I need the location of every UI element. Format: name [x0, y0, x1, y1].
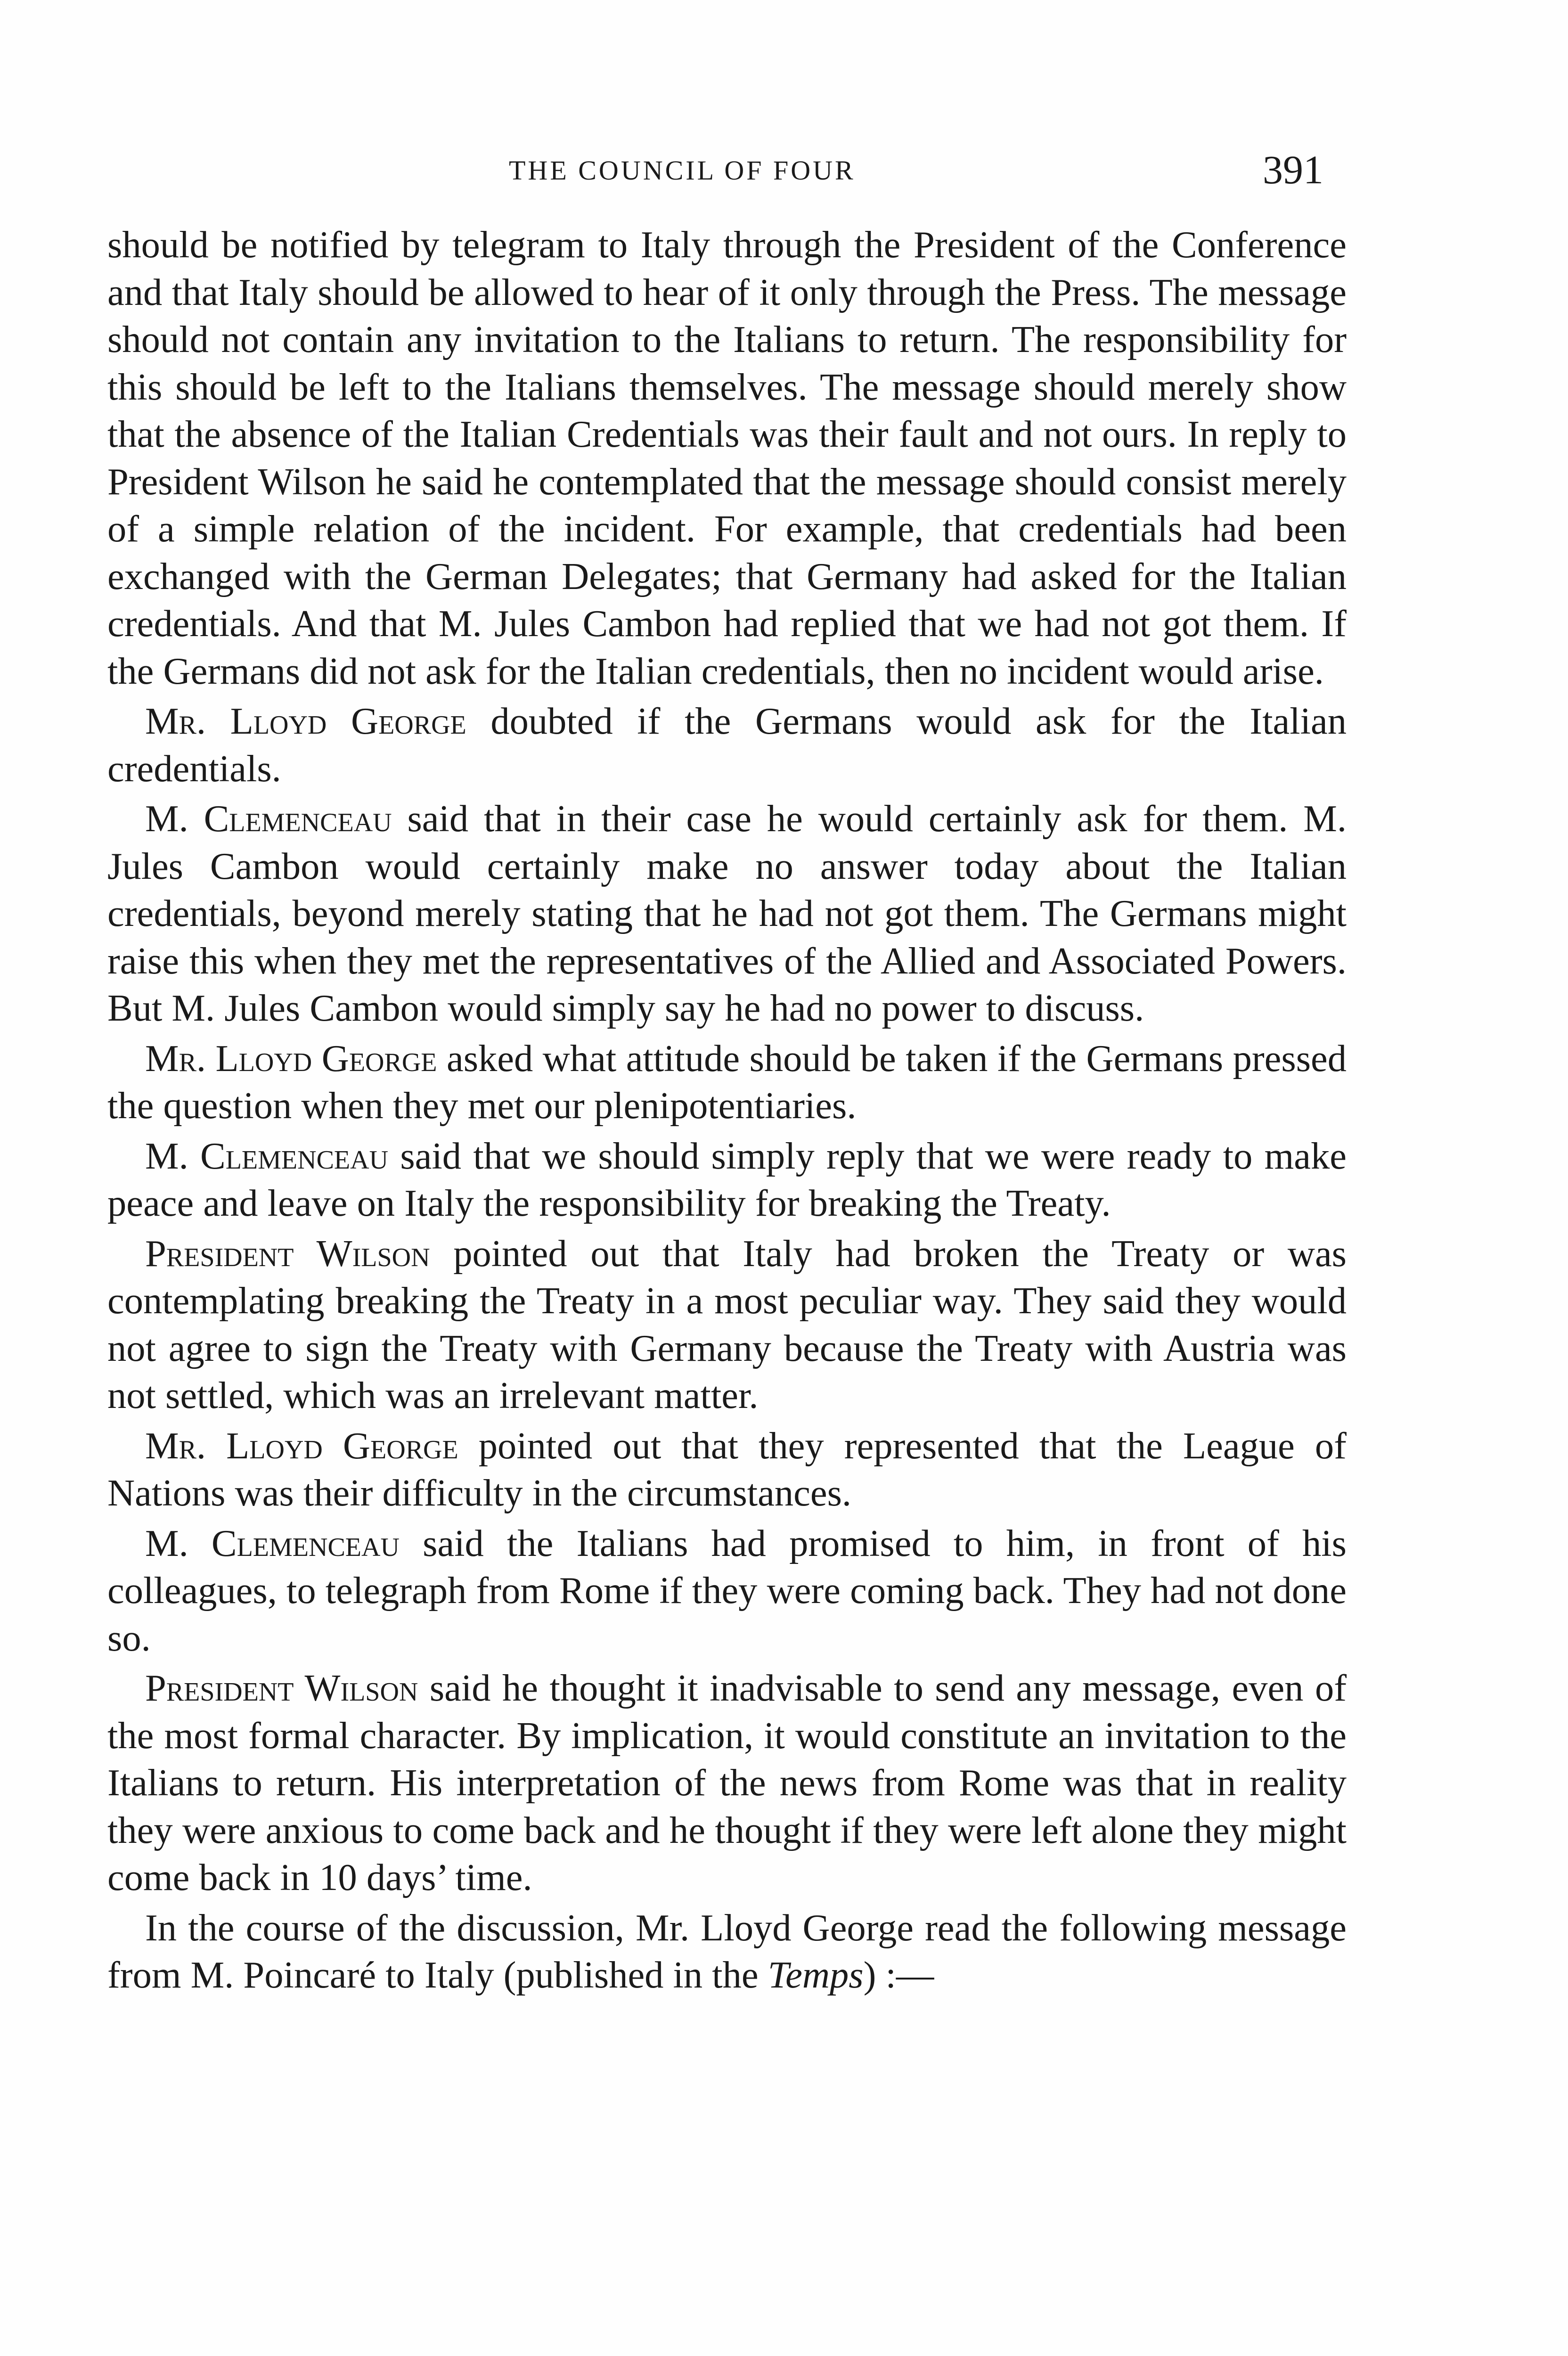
running-head: THE COUNCIL OF FOUR: [509, 155, 856, 186]
speaker-name: M. Clemenceau: [145, 798, 392, 840]
page-number: 391: [1263, 147, 1323, 192]
paragraph-text: doubted if the Germans would ask for the Italian credentials.: [107, 700, 1347, 790]
speaker-name: President Wilson: [145, 1667, 418, 1709]
paragraph: [107, 1905, 1347, 1999]
paragraph: [107, 698, 1347, 793]
paragraph-text: said that in their case he would certainly ask for them. M. Jules Cambon would certainly make no answer today about the Italian credentials, beyond merely stating that he had not got them. The Germans might raise this when they met the representatives of the Allied and Associated Powers. But M. Jules Cambon would simply say he had no power to discuss.: [107, 798, 1347, 1029]
paragraph: [107, 1133, 1347, 1227]
paragraph-text: said he thought it inadvisable to send any message, even of the most formal character. By implication, it would constitute an invitation to the Italians to return. His interpretation of the news from Rome was that in reality they were anxious to come back and he thought if they were left alone they might come back in 10 days’ time.: [107, 1667, 1347, 1898]
paragraph: [107, 795, 1347, 1032]
speaker-name: M. Clemenceau: [145, 1135, 389, 1177]
body-text: [107, 221, 1347, 2002]
paragraph-text: said the Italians had promised to him, in front of his colleagues, to telegraph from Rome if they were coming back. They had not done so.: [107, 1522, 1347, 1659]
paragraph-text: asked what attitude should be taken if the Germans pressed the question when they met our plenipotentiaries.: [107, 1037, 1347, 1127]
paragraph-text: In the course of the discussion, Mr. Lloyd George read the following message from M. Poincaré to Italy (published in the: [107, 1906, 1347, 1996]
paragraph: [107, 1520, 1347, 1662]
publication-title: Temps: [768, 1954, 864, 1996]
paragraph-text: pointed out that Italy had broken the Treaty or was contemplating breaking the Treaty in a most peculiar way. They said they would not agree to sign the Treaty with Germany because the Treaty with Austria was not settled, which was an irrelevant matter.: [107, 1232, 1347, 1416]
paragraph-text: said that we should simply reply that we were ready to make peace and leave on Italy the responsibility for breaking the Treaty.: [107, 1135, 1347, 1224]
speaker-name: M. Clemenceau: [145, 1522, 400, 1564]
speaker-name: President Wilson: [145, 1232, 430, 1275]
paragraph-text: ) :—: [863, 1954, 934, 1996]
paragraph: should be notified by telegram to Italy through the President of the Conference and that Italy should be allowed to hear of it only through the Press. The message should not contain any invitation to the Italians to return. The responsibility for this should be left to the Italians themselves. The message should merely show that the absence of the Italian Credentials was their fault and not ours. In reply to President Wilson he said he contemplated that the message should consist merely of a simple relation of the incident. For example, that credentials had been exchanged with the German Delegates; that Germany had asked for the Italian credentials. And that M. Jules Cambon had replied that we had not got them. If the Germans did not ask for the Italian credentials, then no incident would arise.: [107, 224, 1347, 692]
paragraph: [107, 1230, 1347, 1420]
page-header: [0, 147, 1568, 202]
paragraph: [107, 1035, 1347, 1130]
paragraph-text: pointed out that they represented that the League of Nations was their difficulty in the circumstances.: [107, 1424, 1347, 1514]
paragraph: [107, 1665, 1347, 1902]
speaker-name: Mr. Lloyd George: [145, 700, 466, 742]
speaker-name: Mr. Lloyd George: [145, 1424, 458, 1467]
paragraph: [107, 1423, 1347, 1517]
speaker-name: Mr. Lloyd George: [145, 1037, 437, 1080]
